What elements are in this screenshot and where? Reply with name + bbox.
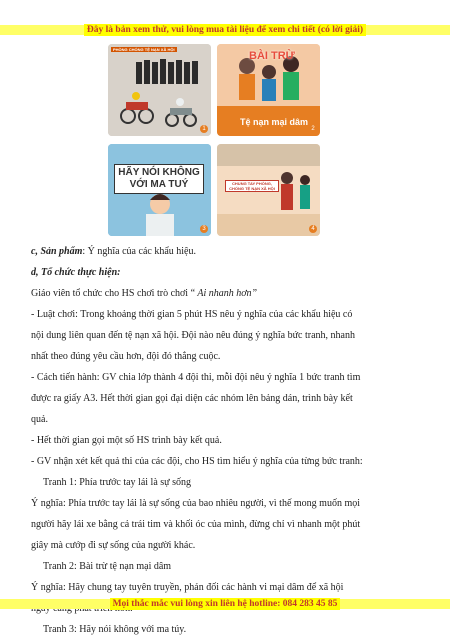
picture-2-heading: Tranh 2: Bài trừ tệ nạn mại dâm (43, 561, 172, 572)
procedure-line-1: - Cách tiến hành: GV chia lớp thành 4 đội thi, mỗi đội nêu ý nghĩa 1 bức tranh tìm (31, 372, 361, 383)
picture-2-title: BÀI TRỪ (249, 50, 295, 62)
call-students-line: - Hết thời gian gọi một số HS trình bày kết quả. (31, 435, 222, 446)
picture-1-heading: Tranh 1: Phía trước tay lái là sự sống (43, 477, 191, 488)
picture-3-number: 3 (200, 225, 208, 233)
picture-1-traffic-safety (108, 44, 211, 136)
preview-notice-text: Đây là bản xem thử, vui lòng mua tài liệu để xem chi tiết (có lời giải) (84, 24, 366, 36)
picture-2-number: 2 (309, 125, 317, 133)
picture-3-say-no-to-drugs (108, 144, 211, 236)
to-chuc-heading: d, Tổ chức thực hiện: (31, 267, 121, 278)
intro-text: Giáo viên tổ chức cho HS chơi trò chơi “ (31, 288, 196, 299)
traffic-scene-illustration (108, 44, 211, 136)
san-pham-line (31, 241, 426, 262)
san-pham-label: c, Sản phẩm (31, 246, 83, 257)
picture-2-anti-prostitution (217, 44, 320, 136)
hotline-banner (0, 599, 450, 609)
game-name: Ai nhanh hơn” (195, 288, 258, 299)
picture-4-social-evils (217, 144, 320, 236)
picture-3-heading: Tranh 3: Hãy nói không với ma túy. (43, 624, 187, 635)
procedure-line-2: được ra giấy A3. Hết thời gian gọi đại diện các nhóm lên bảng dán, trình bày kết (31, 393, 353, 404)
picture-4-banner: CHUNG TAY PHÒNG, CHỐNG TỆ NẠN XÃ HỘI (225, 180, 279, 192)
picture-3-slogan: HÃY NÓI KHÔNG VỚI MA TUÝ (114, 164, 204, 194)
picture-4-number: 4 (309, 225, 317, 233)
teacher-review-line: - GV nhận xét kết quả thi của các đội, cho HS tìm hiểu ý nghĩa của từng bức tranh: (31, 456, 363, 467)
picture-2-subtitle: Tệ nạn mại dâm (240, 117, 309, 127)
hotline-text: Mọi thắc mắc vui lòng xin liên hệ hotline: 084 283 45 85 (110, 598, 341, 610)
illustration-grid (108, 44, 320, 236)
picture-1-meaning-3: giây mà cướp đi sự sống của người khác. (31, 540, 196, 551)
picture-1-meaning-2: người hãy lái xe bằng cả trái tim và khối óc của mình, đừng chỉ vì nhanh một phút (31, 519, 361, 530)
picture-1-meaning-1: Ý nghĩa: Phía trước tay lái là sự sống của bao nhiêu người, vì thế mong muốn mọi (31, 498, 361, 509)
preview-notice-banner (0, 25, 450, 35)
san-pham-text: : Ý nghĩa của các khẩu hiệu. (82, 246, 196, 257)
document-body (31, 241, 426, 640)
rules-line-1: - Luật chơi: Trong khoảng thời gian 5 phút HS nêu ý nghĩa của các khẩu hiệu có (31, 309, 353, 320)
rules-line-3: nhất theo đúng yêu cầu hơn, đội đó thắng cuộc. (31, 351, 221, 362)
procedure-line-3: quả. (31, 414, 48, 425)
intro-line (31, 283, 426, 304)
rules-line-2: nội dung liên quan đến tệ nạn xã hội. Đội nào nêu đúng ý nghĩa bức tranh, nhanh (31, 330, 355, 341)
picture-2-meaning-1: Ý nghĩa: Hãy chung tay tuyên truyền, phản đối các hành vi mại dâm để xã hội (31, 582, 344, 593)
picture-1-label: PHÒNG CHỐNG TỆ NẠN XÃ HỘI (113, 47, 175, 52)
picture-1-number: 1 (200, 125, 208, 133)
